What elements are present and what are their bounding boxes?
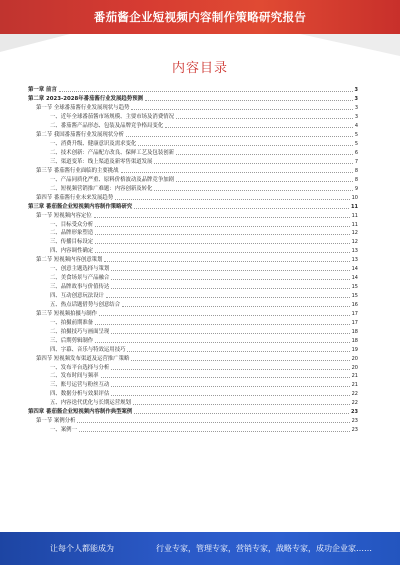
toc-leader-dots [95, 231, 349, 235]
toc-page-number: 19 [351, 346, 358, 353]
toc-entry-text: 二、拍摄技巧与画面呈现 [50, 328, 110, 335]
toc-page-number: 20 [351, 364, 358, 371]
toc-entry-text: 第一节 全球番茄酱行业发展现状与趋势 [36, 105, 130, 112]
toc-entry-text: 第三节 番茄酱行业面临的主要挑战 [36, 167, 119, 174]
toc-leader-dots [127, 348, 349, 352]
toc-entry[interactable] [28, 113, 358, 122]
toc-entry-text: 第二节 短视频内容创意策划 [36, 257, 103, 264]
toc-entry-text: 一、发布平台选择与分析 [50, 364, 110, 371]
toc-entry[interactable] [28, 309, 358, 318]
toc-leader-dots [131, 357, 349, 361]
toc-page-number: 21 [351, 373, 358, 380]
toc-entry-text: 一、拍摄前期准备 [50, 319, 94, 326]
toc-entry-text: 第三节 短视频拍摄与制作 [36, 310, 98, 317]
toc-entry-text: 四、内容调性确定 [50, 248, 94, 255]
toc-leader-dots [101, 374, 350, 378]
toc-leader-dots [176, 115, 353, 119]
toc-leader-dots [95, 249, 349, 253]
toc-entry-text: 第四章 番茄酱企业短视频内容制作典型案例 [28, 409, 133, 416]
toc-leader-dots [95, 223, 349, 227]
toc-entry[interactable] [28, 175, 358, 184]
toc-leader-dots [176, 151, 353, 155]
toc-entry[interactable] [28, 95, 358, 104]
toc-leader-dots [99, 312, 350, 316]
toc-entry[interactable] [28, 247, 358, 256]
toc-page-number: 14 [351, 266, 358, 273]
toc-page-number: 17 [351, 310, 358, 317]
toc-leader-dots [111, 392, 349, 396]
toc-leader-dots [154, 187, 352, 191]
toc-entry[interactable] [28, 229, 358, 238]
toc-entry[interactable] [28, 318, 358, 327]
toc-page-number: 8 [354, 167, 358, 174]
toc-page-number: 3 [354, 105, 358, 112]
toc-entry[interactable] [28, 193, 358, 202]
toc-entry[interactable] [28, 390, 358, 399]
report-title: 番茄酱企业短视频内容制作策略研究报告 [93, 10, 307, 24]
toc-entry-text: 第一节 案例分析 [36, 418, 76, 425]
toc-entry[interactable] [28, 354, 358, 363]
toc-entry-text: 二、番茄酱产品形态、包装及品牌竞争格局变化 [50, 123, 164, 130]
toc-entry[interactable] [28, 399, 358, 408]
toc-entry[interactable] [28, 426, 358, 435]
decorative-shape [0, 34, 70, 52]
toc-leader-dots [95, 321, 349, 325]
toc-page-number: 10 [351, 194, 358, 201]
table-of-contents [28, 86, 358, 435]
toc-leader-dots [134, 410, 349, 414]
toc-entry[interactable] [28, 372, 358, 381]
toc-leader-dots [111, 366, 349, 370]
toc-entry-text: 三、渠道变革：线上渠道及新零售渠道发展 [50, 158, 153, 165]
toc-page-number: 20 [351, 355, 358, 362]
toc-leader-dots [115, 196, 349, 200]
toc-leader-dots [111, 267, 349, 271]
toc-leader-dots [111, 276, 349, 280]
toc-leader-dots [94, 214, 350, 218]
toc-entry[interactable] [28, 122, 358, 131]
toc-entry[interactable] [28, 408, 358, 417]
toc-entry[interactable] [28, 283, 358, 292]
toc-leader-dots [122, 303, 350, 307]
toc-entry-text: 第四节 番茄酱行业未来发展趋势 [36, 194, 114, 201]
toc-entry[interactable] [28, 184, 358, 193]
toc-entry[interactable] [28, 274, 358, 283]
toc-leader-dots [106, 294, 350, 298]
footer-tagline: 行业专家，管理专家，营销专家，战略专家，成功企业家…… [156, 544, 372, 553]
toc-entry-text: 三、账号运营与粉丝互动 [50, 382, 110, 389]
toc-page-number: 11 [351, 212, 358, 219]
toc-entry[interactable] [28, 417, 358, 426]
toc-leader-dots [111, 285, 349, 289]
header-banner [0, 0, 400, 34]
toc-entry[interactable] [28, 327, 358, 336]
toc-page-number: 5 [354, 132, 358, 139]
toc-entry-text: 三、后期剪辑制作 [50, 337, 94, 344]
toc-entry-text: 一、近年全球番茄酱市场规模、主要市场及消费情况 [50, 114, 174, 121]
toc-entry[interactable] [28, 131, 358, 140]
toc-entry[interactable] [28, 140, 358, 149]
toc-leader-dots [104, 258, 349, 262]
toc-entry-text: 第二节 我国番茄酱行业发展现状分析 [36, 132, 124, 139]
toc-entry[interactable] [28, 345, 358, 354]
toc-entry[interactable] [28, 363, 358, 372]
toc-page-number: 14 [351, 275, 358, 282]
toc-entry[interactable] [28, 104, 358, 113]
toc-page-number: 3 [354, 96, 358, 103]
toc-page-number: 11 [351, 203, 358, 210]
toc-leader-dots [95, 339, 349, 343]
toc-leader-dots [126, 133, 353, 137]
toc-entry[interactable] [28, 202, 358, 211]
toc-leader-dots [165, 124, 353, 128]
toc-leader-dots [79, 428, 350, 432]
toc-leader-dots [154, 160, 352, 164]
toc-entry-text: 四、字幕、音乐与特效运用技巧 [50, 346, 126, 353]
toc-entry-text: 四、数据分析与效果评估 [50, 391, 110, 398]
toc-entry-text: 第二章 2023-2028年番茄酱行业发展趋势预测 [28, 96, 143, 103]
toc-entry[interactable] [28, 166, 358, 175]
toc-leader-dots [138, 142, 353, 146]
toc-leader-dots [134, 205, 349, 209]
toc-entry[interactable] [28, 265, 358, 274]
toc-entry[interactable] [28, 301, 358, 310]
toc-entry-text: 四、互动创意玩法设计 [50, 293, 104, 300]
toc-leader-dots [133, 401, 350, 405]
toc-entry-text: 二、发布时间与频率 [50, 373, 99, 380]
toc-entry-text: 二、美食场景与产品融合 [50, 275, 110, 282]
toc-leader-dots [111, 330, 349, 334]
toc-entry-text: 一、消费升级、健康意识及需求变化 [50, 141, 137, 148]
toc-page-number: 4 [354, 123, 358, 130]
toc-page-number: 12 [351, 230, 358, 237]
toc-entry-text: 三、品牌故事与价值传达 [50, 284, 110, 291]
toc-entry-text: 一、案例一 [50, 427, 77, 434]
decorative-shape [300, 34, 400, 56]
toc-page-number: 8 [354, 176, 358, 183]
toc-leader-dots [176, 178, 353, 182]
toc-leader-dots [145, 97, 353, 101]
toc-page-number: 13 [351, 257, 358, 264]
toc-entry-text: 第三章 番茄酱企业短视频内容制作策略研究 [28, 203, 133, 210]
toc-page-number: 16 [351, 301, 358, 308]
toc-page-number: 18 [351, 328, 358, 335]
toc-page-number: 18 [351, 337, 358, 344]
toc-page-number: 9 [354, 185, 358, 192]
toc-page-number: 21 [351, 382, 358, 389]
toc-leader-dots [111, 383, 349, 387]
toc-entry-text: 一、目标受众分析 [50, 221, 94, 228]
toc-page-number: 11 [351, 221, 358, 228]
toc-page-number: 5 [354, 141, 358, 148]
toc-page-number: 23 [351, 427, 358, 434]
toc-entry[interactable] [28, 86, 358, 95]
toc-page-number: 12 [351, 239, 358, 246]
toc-entry[interactable] [28, 292, 358, 301]
toc-entry[interactable] [28, 238, 358, 247]
toc-page-number: 3 [354, 87, 358, 94]
toc-entry[interactable] [28, 336, 358, 345]
toc-entry[interactable] [28, 220, 358, 229]
toc-entry-text: 第一节 短视频内容定位 [36, 212, 92, 219]
toc-entry[interactable] [28, 381, 358, 390]
toc-heading: 内容目录 [171, 61, 228, 76]
toc-page-number: 22 [351, 391, 358, 398]
toc-entry-text: 二、品牌形象塑造 [50, 230, 94, 237]
toc-page-number: 23 [351, 418, 358, 425]
toc-page-number: 13 [351, 248, 358, 255]
toc-entry-text: 第四节 短视频发布渠道及运营推广策略 [36, 355, 130, 362]
toc-page-number: 15 [351, 293, 358, 300]
footer-slogan: 让每个人都能成为 [50, 544, 114, 553]
toc-page-number: 15 [351, 284, 358, 291]
toc-leader-dots [59, 88, 353, 92]
toc-entry-text: 三、传播目标设定 [50, 239, 94, 246]
toc-page-number: 17 [351, 319, 358, 326]
toc-leader-dots [121, 169, 353, 173]
toc-page-number: 3 [354, 114, 358, 121]
toc-entry-text: 二、短视频营销推广难题：内容创新及转化 [50, 185, 153, 192]
toc-page-number: 22 [351, 400, 358, 407]
toc-entry-text: 五、热点话题借势与创意结合 [50, 301, 121, 308]
toc-entry[interactable] [28, 256, 358, 265]
toc-leader-dots [131, 106, 352, 110]
toc-page-number: 6 [354, 150, 358, 157]
toc-entry-text: 一、创意主题选择与策划 [50, 266, 110, 273]
toc-leader-dots [95, 240, 349, 244]
toc-entry-text: 二、技术创新：产品配方改良、保鲜工艺及包装创新 [50, 150, 174, 157]
toc-entry[interactable] [28, 158, 358, 167]
toc-entry-text: 五、内容迭代优化与长期运营规划 [50, 400, 131, 407]
toc-entry[interactable] [28, 149, 358, 158]
toc-entry-text: 第一章 前言 [28, 87, 57, 94]
toc-page-number: 7 [354, 158, 358, 165]
toc-leader-dots [77, 419, 349, 423]
toc-page-number: 23 [351, 409, 358, 416]
toc-entry[interactable] [28, 211, 358, 220]
footer-banner [0, 532, 400, 565]
toc-entry-text: 一、产品同质化严重、原料价格波动及品牌竞争加剧 [50, 176, 174, 183]
